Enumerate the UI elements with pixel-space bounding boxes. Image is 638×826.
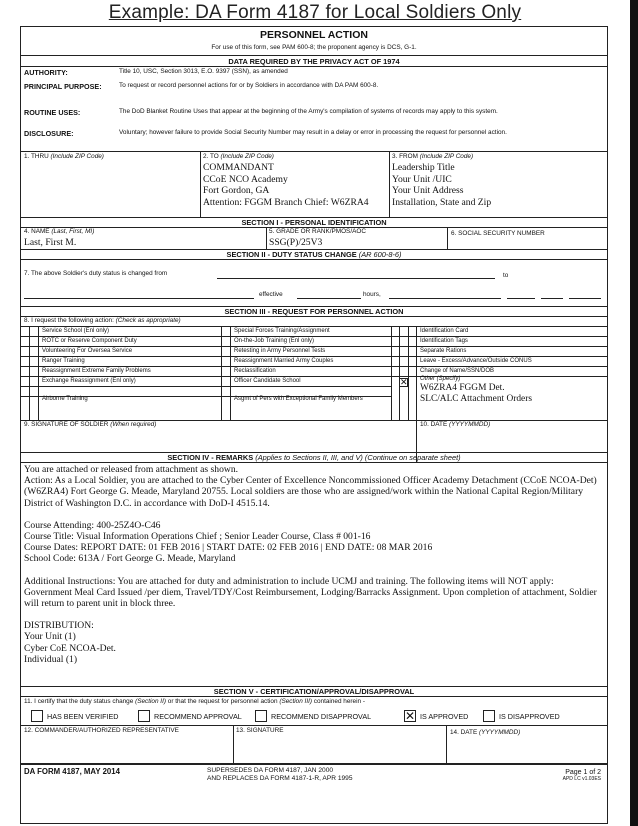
disclosure-label: DISCLOSURE: [24,129,74,138]
privacy-header: DATA REQUIRED BY THE PRIVACY ACT OF 1974 [228,57,400,66]
action-item[interactable]: Retesting in Army Personnel Tests [234,348,326,354]
supersedes: SUPERSEDES DA FORM 4187, JAN 2000 AND REPLACES DA FORM 4187-1-R, APR 1995 [207,767,353,782]
block14-label: 14. DATE (YYYYMMDD) [450,729,521,736]
other-value: W6ZRA4 FGGM Det. SLC/ALC Attachment Orders [420,383,532,404]
section1-title: SECTION I - PERSONAL IDENTIFICATION [241,218,387,227]
action-item[interactable]: Officer Candidate School [234,378,301,384]
opt-disapproved: IS DISAPPROVED [499,712,560,721]
block4-label: 4. NAME (Last, First, MI) [24,228,95,235]
block2-label: 2. TO (Include ZIP Code) [203,153,274,160]
action-item[interactable]: Reclassification [234,368,276,374]
da-form-4187 [20,26,608,824]
block5-label: 5. GRADE OR RANK/PMOS/AOC [269,228,366,235]
block1-label: 1. THRU (Include ZIP Code) [24,153,104,160]
name-value: Last, First M. [24,237,77,248]
block6-label: 6. SOCIAL SECURITY NUMBER [451,230,545,237]
remarks-body: You are attached or released from attachment as shown. Action: As a Local Soldier, you are attached to the Cyber Center of Excellence Noncommissioned Officer Academy Detachment (CCoE NCOA-Det)(W6ZRA4) Fort George G. Meade, Maryland 20755. Local soldiers are those who are assigned/work within the National Capital Region/Military District of Washington D.C. in accordance with DoD-I 4515.14. Course Attending: 400-25Z4O-C46 Course Title: Visual Information Operations Chief ; Senior Leader Course, Class # 001-16 Course Dates: REPORT DATE: 01 FEB 2016 | START DATE: 02 FEB 2016 | END DATE: 08 MAR 2016 School Code: 613A / Fort George G. Meade, Maryland Additional Instructions: You are attached for duty and administration to include UCMJ and training. The following items will NOT apply: Government Meal Card Issued /per diem, Travel/TDY/Cost Reimbursement, Lodging/Barracks Assignment. Upon completion of attachment, Soldier will return to parent unit in block three. DISTRIBUTION: Your Unit (1) Cyber CoE NCOA-Det. Individual (1) [24,464,597,665]
block9-label: 9. SIGNATURE OF SOLDIER (When required) [24,421,157,428]
page-headline: Example: DA Form 4187 for Local Soldiers Only [108,2,522,23]
section3-title: SECTION III - REQUEST FOR PERSONNEL ACTION [224,307,404,316]
routine-text: The DoD Blanket Routine Uses that appear at the beginning of the Army's compilation of systems of records may apply to this system. [119,108,498,115]
other-checkbox[interactable] [399,378,408,387]
right-edge-bar [630,0,638,826]
action-item-other[interactable]: Other (Specify) [420,376,461,382]
action-item[interactable]: ROTC or Reserve Component Duty [42,338,137,344]
block11-text: 11. I certify that the duty status change (Section II) or that the request for personnel action (Section III) contained herein - [24,698,365,705]
action-item[interactable]: Volunteering For Oversea Service [42,348,133,354]
action-checklist [21,326,607,420]
is-approved-checkbox[interactable] [404,710,416,722]
action-item[interactable]: On-the-Job Training (Enl only) [234,338,315,344]
block8-label: 8. I request the following action: (Check as appropriate) [24,317,181,324]
action-item[interactable]: Identification Card [420,328,469,334]
block12-label: 12. COMMANDER/AUTHORIZED REPRESENTATIVE [24,727,179,734]
action-item[interactable]: Airborne Training [42,396,88,402]
action-item[interactable]: Identification Tags [420,338,468,344]
routine-label: ROUTINE USES: [24,108,81,117]
block7-to: to [503,272,509,279]
purpose-text: To request or record personnel actions for or by Soldiers in accordance with DA PAM 600-8. [119,82,379,89]
form-usage: For use of this form, see PAM 600-8; the proponent agency is DCS, G-1. [211,44,417,51]
recommend-approval-checkbox[interactable] [138,710,150,722]
block3-label: 3. FROM (Include ZIP Code) [392,153,474,160]
action-item[interactable]: Reassignment Married Army Couples [234,358,334,364]
grade-value: SSG(P)/25V3 [269,237,323,248]
action-item[interactable]: Exchange Reassignment (Enl only) [42,378,136,384]
authority-text: Title 10, USC, Section 3013, E.O. 9397 (SSN), as amended [119,68,288,75]
action-item[interactable]: Reassignment Extreme Family Problems [42,368,151,374]
purpose-label: PRINCIPAL PURPOSE: [24,82,102,91]
opt-rec-approval: RECOMMEND APPROVAL [154,712,242,721]
form-title: PERSONNEL ACTION [260,29,368,41]
page-info: Page 1 of 2 APD LC v1.03ES [562,769,601,782]
block7-effective: effective [259,291,283,298]
action-item[interactable]: Asgmt of Pers with Exceptional Family Members [234,396,363,402]
section5-title: SECTION V - CERTIFICATION/APPROVAL/DISAPPROVAL [213,687,415,696]
action-item[interactable]: Leave - Excess/Advance/Outside CONUS [420,358,532,364]
block10-label: 10. DATE (YYYYMMDD) [420,421,491,428]
section2-title: SECTION II - DUTY STATUS CHANGE (AR 600-8-6) [226,250,402,259]
verified-checkbox[interactable] [31,710,43,722]
action-item[interactable]: Ranger Training [42,358,85,364]
block7-hours: hours, [363,291,381,298]
action-item[interactable]: Separate Rations [420,348,467,354]
block7-text: 7. The above Soldier's duty status is changed from [24,270,168,277]
action-item[interactable]: Special Forces Training/Assignment [234,328,330,334]
opt-approved: IS APPROVED [420,712,469,721]
action-item[interactable]: Change of Name/SSN/DOB [420,368,495,374]
authority-label: AUTHORITY: [24,68,68,77]
action-item[interactable]: Service School (Enl only) [42,328,110,334]
opt-verified: HAS BEEN VERIFIED [47,712,119,721]
is-disapproved-checkbox[interactable] [483,710,495,722]
section4-title: SECTION IV - REMARKS (Applies to Sections II, III, and V) (Continue on separate sheet) [167,453,461,462]
block2-value: COMMANDANT CCoE NCO Academy Fort Gordon, GA Attention: FGGM Branch Chief: W6ZRA4 [203,162,369,208]
opt-rec-disapproval: RECOMMEND DISAPPROVAL [271,712,372,721]
form-number: DA FORM 4187, MAY 2014 [24,767,120,776]
block13-label: 13. SIGNATURE [236,727,284,734]
recommend-disapproval-checkbox[interactable] [255,710,267,722]
block3-value: Leadership Title Your Unit /UIC Your Unit Address Installation, State and Zip [392,162,492,208]
disclosure-text: Voluntary; however failure to provide Social Security Number may result in a delay or error in processing the request for personnel action. [119,129,507,136]
